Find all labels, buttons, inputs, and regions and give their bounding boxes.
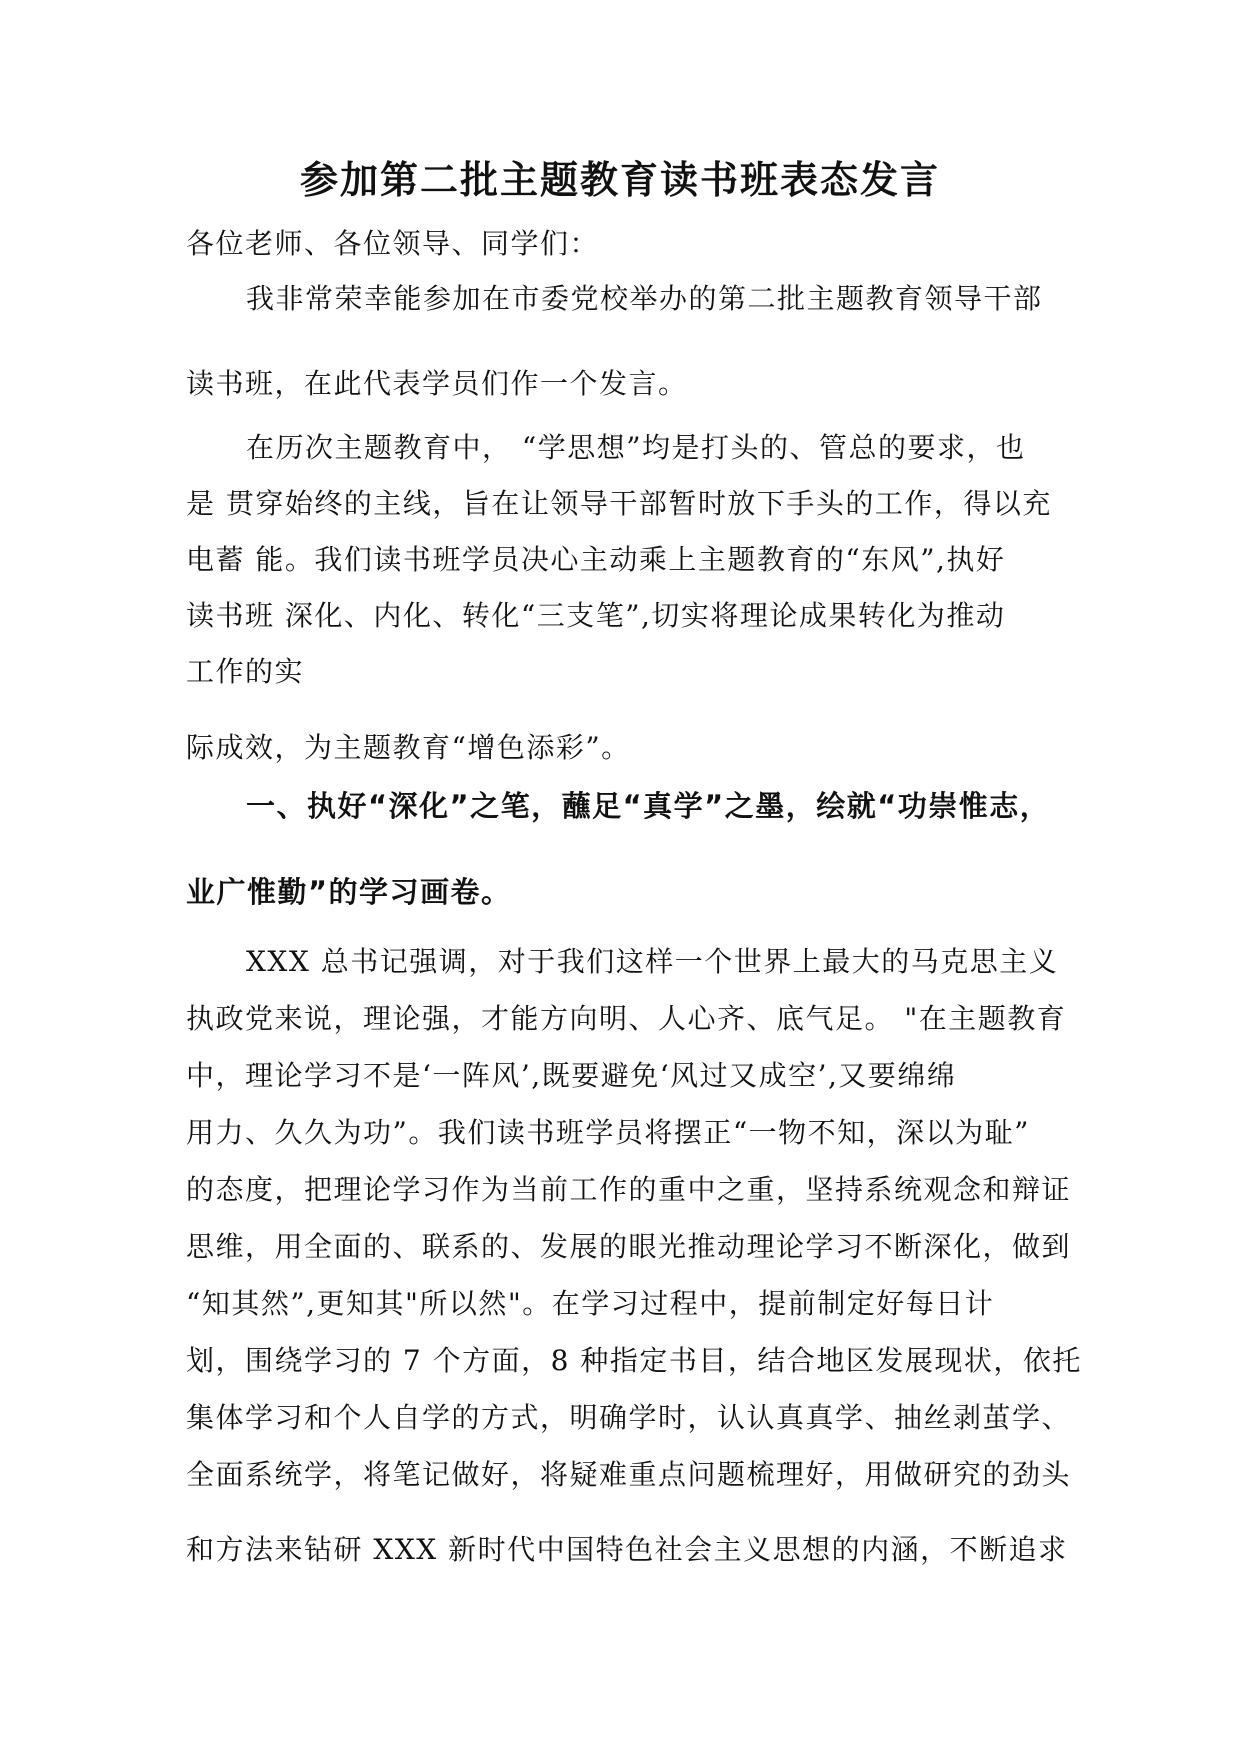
paragraph-3-line-4: 用力、久久为功”。我们读书班学员将摆正“一物不知，深以为耻” — [186, 1116, 1030, 1149]
paragraph-1-line-2: 读书班，在此代表学员们作一个发言。 — [186, 367, 688, 400]
section-heading-line-2: 业广惟勤”的学习画卷。 — [186, 875, 512, 909]
paragraph-3-line-5: 的态度，把理论学习作为当前工作的重中之重，坚持系统观念和辩证 — [186, 1173, 1072, 1206]
paragraph-3-line-3: 中，理论学习不是‘一阵风’,既要避免‘风过又成空’,又要绵绵 — [186, 1059, 957, 1092]
paragraph-3-line-2: 执政党来说，理论强，才能方向明、人心齐、底气足。 "在主题教育 — [186, 1002, 1067, 1035]
paragraph-2-line-6: 际成效，为主题教育“增色添彩”。 — [186, 731, 631, 764]
paragraph-3-line-10: 全面系统学，将笔记做好，将疑难重点问题梳理好，用做研究的劲头 — [186, 1458, 1072, 1491]
paragraph-3-line-11: 和方法来钻研 XXX 新时代中国特色社会主义思想的内涵，不断追求 — [186, 1533, 1068, 1566]
paragraph-2-line-4: 读书班 深化、内化、转化“三支笔”,切实将理论成果转化为推动 — [186, 599, 1006, 632]
paragraph-3-line-8: 划，围绕学习的 7 个方面，8 种指定书目，结合地区发展现状，依托 — [186, 1344, 1082, 1377]
paragraph-2-line-3: 电蓄 能。我们读书班学员决心主动乘上主题教育的“东风”,执好 — [186, 543, 1006, 576]
paragraph-2-line-2: 是 贯穿始终的主线，旨在让领导干部暂时放下手头的工作，得以充 — [186, 487, 1052, 520]
salutation: 各位老师、各位领导、同学们： — [186, 227, 600, 260]
paragraph-2-line-5: 工作的实 — [186, 655, 305, 688]
paragraph-2-line-1: 在历次主题教育中， “学思想”均是打头的、管总的要求，也 — [246, 431, 1026, 464]
document-title: 参加第二批主题教育读书班表态发言 — [299, 158, 940, 202]
section-heading-line-1: 一、执好“深化”之笔，蘸足“真学”之墨，绘就“功崇惟志， — [246, 789, 1051, 823]
paragraph-3-line-1: XXX 总书记强调，对于我们这样一个世界上最大的马克思主义 — [246, 945, 1059, 978]
paragraph-3-line-6: 思维，用全面的、联系的、发展的眼光推动理论学习不断深化，做到 — [186, 1230, 1072, 1263]
paragraph-3-line-9: 集体学习和个人自学的方式，明确学时，认认真真学、抽丝剥茧学、 — [186, 1401, 1072, 1434]
paragraph-1-line-1: 我非常荣幸能参加在市委党校举办的第二批主题教育领导干部 — [246, 282, 1043, 315]
paragraph-3-line-7: “知其然”,更知其"所以然"。在学习过程中，提前制定好每日计 — [186, 1287, 995, 1320]
